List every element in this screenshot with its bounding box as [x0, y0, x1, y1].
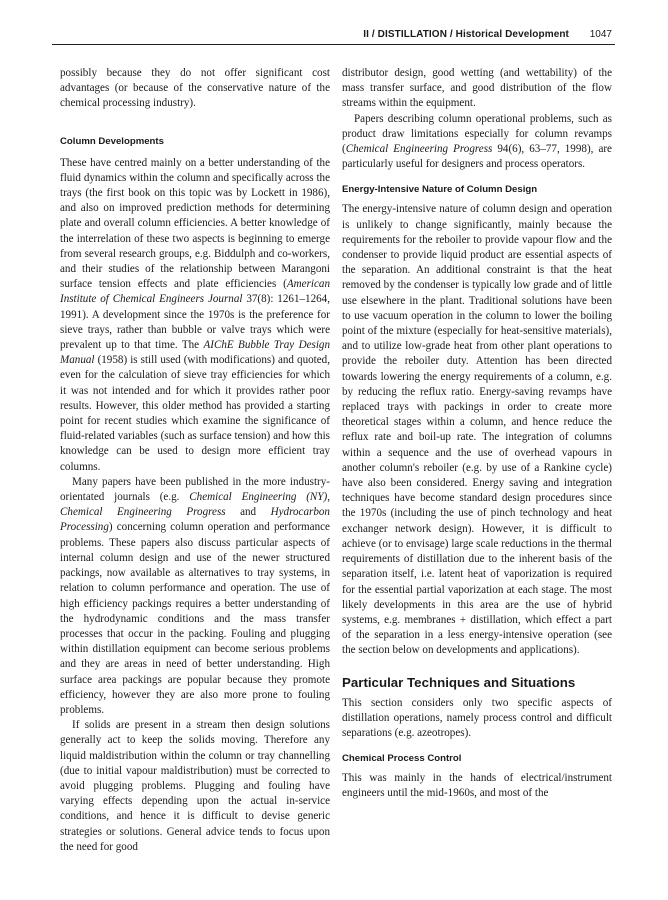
paragraph-process-control: This was mainly in the hands of electrical/instrument engineers until the mid-1960s, and most of the	[342, 772, 612, 800]
heading-column-developments: Column Developments	[60, 135, 164, 147]
paragraph-distributor: distributor design, good wetting (and wettability) of the mass transfer surface, and good distribution of the flow streams within the equipment.	[342, 67, 612, 110]
paragraph-energy: The energy-intensive nature of column design and operation is unlikely to change significantly, mainly because the requirements for the reboiler to provide vapour flow and the condenser to provide liquid product are essential aspects of the separation. An additional constraint is that the heat removed by the condenser is typically low grade and of little use elsewhere in the plant. Traditional solutions have been to use vacuum operation in the column to lower the boiling point of the mixture (especially for heat-sensitive materials), and to utilize low-grade heat from other plant operations to provide the reboiler duty. Attention has been directed towards lowering the energy requirements of a column, e.g. by reducing the reflux ratio. Energy-saving revamps have replaced trays with packings in order to create more theoretical stages within a column, and hence reduce the reflux rate and boil-up rate. The integration of columns within a sequence and the use of overhead vapours in another column's reboiler (e.g. by use of a Rankine cycle) have also been considered. Energy saving and integration techniques have become standard design procedures since the 1970s (including the use of pinch technology and heat exchanger network design). However, it is difficult to achieve (or to envisage) large scale reductions in the thermal requirements of distillation due to the inherent basis of the separation itself, i.e. latent heat of vaporization is required for the essential partial vaporization at each stage. The most likely developments in this area are the use of hybrid systems, e.g. membranes + distillation, which effect a part of the separation in a less energy-intensive operation (see the section below on developments and applications).	[342, 203, 612, 657]
heading-energy-intensive: Energy-Intensive Nature of Column Design	[342, 184, 538, 196]
manual-citation: AIChE Bubble Tray Design Manual	[60, 339, 331, 367]
paragraph-industry-journals: Many papers have been published in the more industry-orientated journals (e.g. Chemical Engineering (NY), Chemical Engineering Progress and Hydrocarbon Processing) concerning column operation and performance problems. These papers also discuss particular aspects of internal column design and use of the newer structured packings, now available as alternatives to tray systems, in relation to column performance and operation. The use of high efficiency packings requires a better understanding of the hydrodynamic conditions and the mass transfer processes that occur in the packing. Fouling and plugging within distillation equipment can become serious problems and they are areas in need of better understanding. High surface area packings are popular because they promote efficiency, however they are also more prone to fouling problems.	[60, 475, 330, 716]
left-column	[60, 66, 330, 855]
intro-paragraph: possibly because they do not offer significant cost advantages (or because of the conservative nature of the chemical processing industry).	[60, 67, 330, 110]
paragraph-fluid-dynamics: These have centred mainly on a better understanding of the fluid dynamics within the column and specifically across the trays (the first book on this topic was by Lockett in 1986), and also on improved prediction methods for determining plate and overall column efficiencies. A better knowledge of the interrelation of these two aspects is beginning to emerge from several research groups, e.g. Biddulph and co-workers, and their studies of the relationship between Marangoni surface tension effects and plate efficiencies (American Institute of Chemical Engineers Journal 37(8): 1261–1264, 1991). A development since the 1970s is the preference for sieve trays, rather than bubble or valve trays which were prevalent up to that time. The AIChE Bubble Tray Design Manual (1958) is still used (with modifications) and quoted, even for the calculation of sieve tray efficiencies for which it was not intended and for which it provides rather poor results. However, this older method has provided a starting point for recent studies which examine the significance of fluid-related variables (such as surface tension) and how this knowledge can be used to design more efficient tray columns.	[60, 156, 331, 473]
right-column	[342, 66, 612, 802]
heading-particular-techniques: Particular Techniques and Situations	[342, 674, 576, 690]
heading-process-control: Chemical Process Control	[342, 753, 462, 765]
journal-citation: American Institute of Chemical Engineers Journal	[60, 278, 330, 306]
running-title: II / DISTILLATION / Historical Development	[363, 29, 569, 40]
paragraph-operational-problems: Papers describing column operational problems, such as product draw limitations especially for column revamps (Chemical Engineering Progress 94(6), 63–77, 1998), are particularly useful for designers and process operators.	[342, 112, 612, 171]
page-number: 1047	[589, 29, 612, 40]
paragraph-solids: If solids are present in a stream then design solutions generally act to keep the solids moving. Therefore any liquid maldistribution within the column or tray channelling (due to initial vapour maldistribution) must be corrected to avoid plugging problems. Plugging and fouling have varying effects depending upon the actual in-service conditions, and hence it is difficult to devise generic strategies or solutions. General advice tends to focus upon the need for good	[60, 719, 330, 853]
running-header	[52, 28, 615, 45]
paragraph-section-intro: This section considers only two specific aspects of distillation operations, namely process control and difficult separations (e.g. azeotropes).	[342, 696, 612, 739]
